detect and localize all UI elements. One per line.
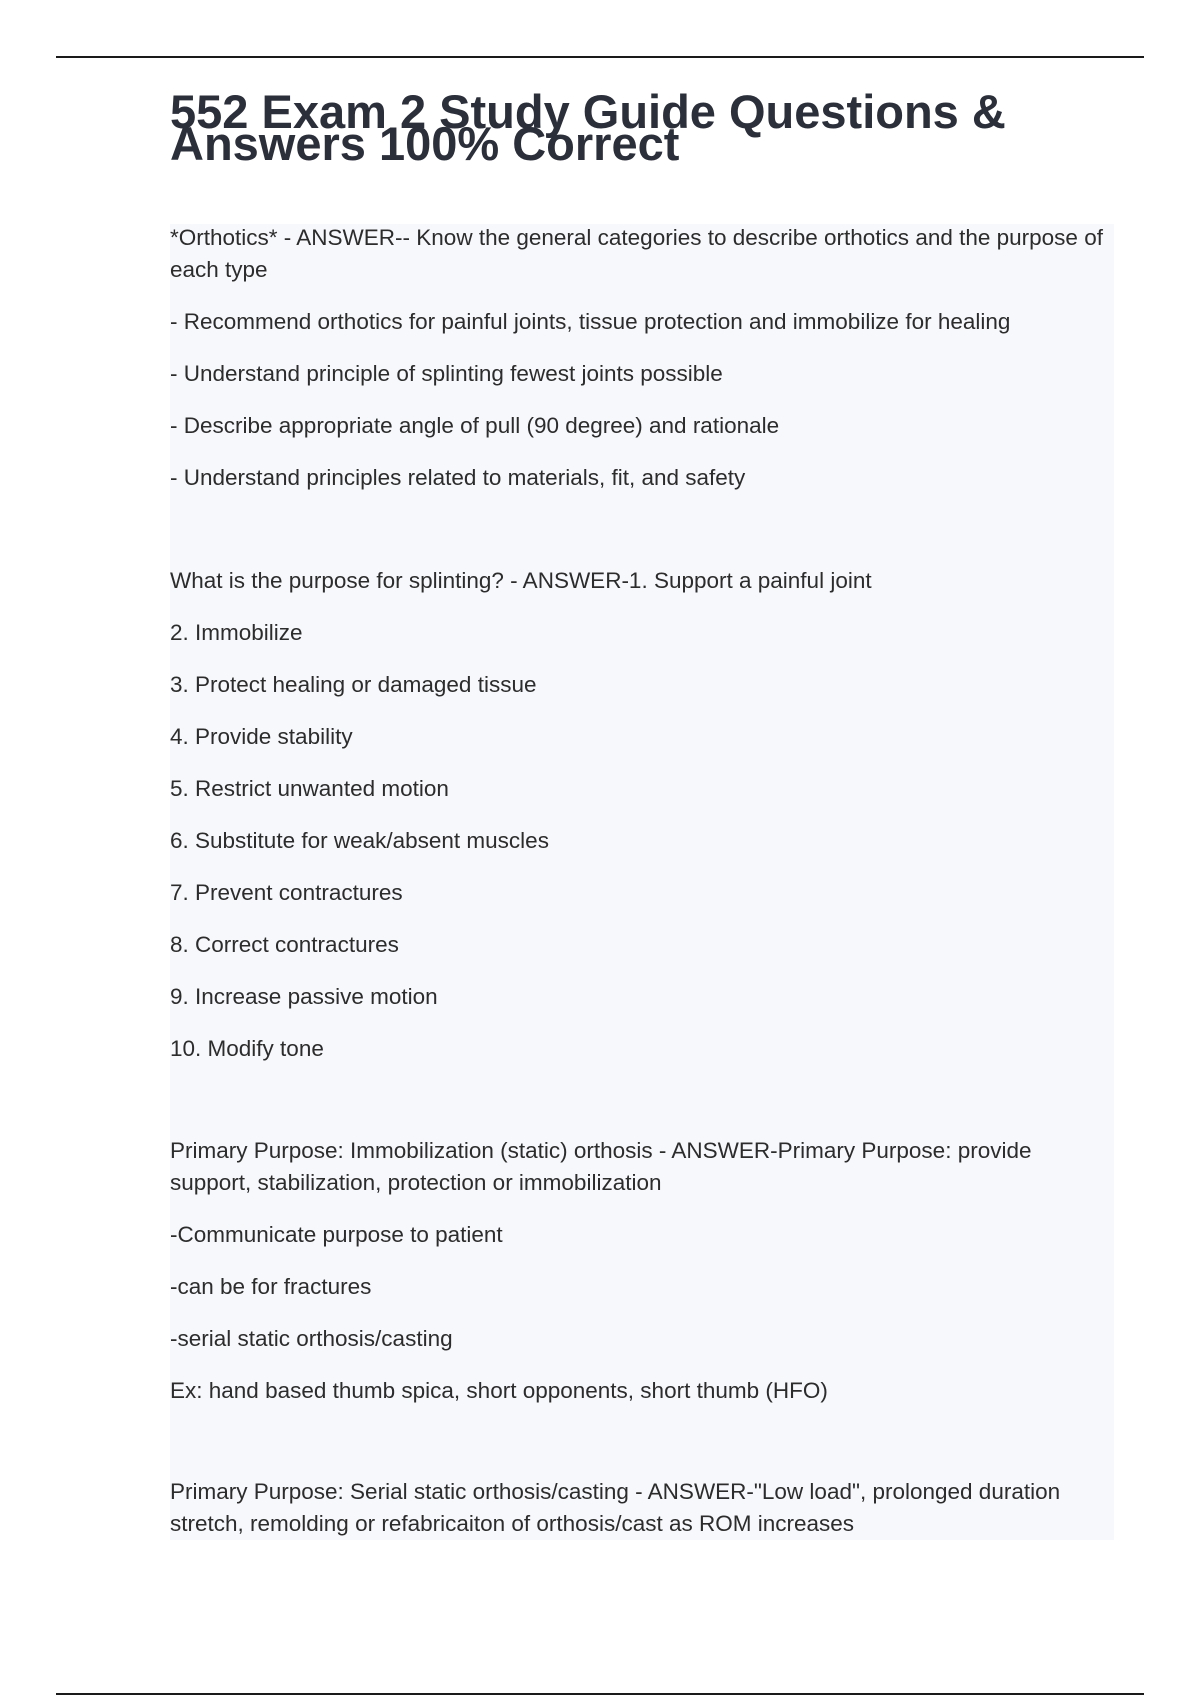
footer-rule [56, 1693, 1144, 1695]
qa-answer-line: 5. Restrict unwanted motion [170, 776, 449, 801]
qa-question-line: What is the purpose for splinting? - ANSWER-1. Support a painful joint [170, 568, 872, 593]
document-title: 552 Exam 2 Study Guide Questions & Answers 100% Correct [170, 85, 1006, 170]
qa-answer-line: -Communicate purpose to patient [170, 1222, 503, 1247]
qa-question-line: *Orthotics* - ANSWER-- Know the general categories to describe orthotics and the purpose of each type [170, 225, 1110, 282]
qa-answer-line: - Recommend orthotics for painful joints, tissue protection and immobilize for healing [170, 309, 1011, 334]
qa-answer-line: - Understand principle of splinting fewest joints possible [170, 361, 723, 386]
qa-block-serial-static-orthosis [170, 1476, 1110, 1540]
qa-answer-line: 4. Provide stability [170, 724, 353, 749]
qa-answer-line: -can be for fractures [170, 1274, 372, 1299]
qa-answer-line: 3. Protect healing or damaged tissue [170, 672, 537, 697]
qa-block-immobilization-orthosis [170, 1135, 1110, 1407]
qa-block-orthotics [170, 222, 1110, 494]
qa-answer-line: 10. Modify tone [170, 1036, 324, 1061]
qa-question-line: Primary Purpose: Serial static orthosis/casting - ANSWER-"Low load", prolonged duration stretch, remolding or refabricaiton of orthosis/cast as ROM increases [170, 1479, 1067, 1536]
qa-answer-line: - Describe appropriate angle of pull (90 degree) and rationale [170, 413, 780, 438]
qa-block-splinting-purpose [170, 565, 1110, 1065]
qa-answer-line: Ex: hand based thumb spica, short opponents, short thumb (HFO) [170, 1378, 828, 1403]
qa-answer-line: - Understand principles related to materials, fit, and safety [170, 465, 746, 490]
header-rule [56, 56, 1144, 58]
qa-answer-line: 6. Substitute for weak/absent muscles [170, 828, 549, 853]
qa-answer-line: -serial static orthosis/casting [170, 1326, 453, 1351]
qa-answer-line: 7. Prevent contractures [170, 880, 403, 905]
qa-answer-line: 9. Increase passive motion [170, 984, 438, 1009]
qa-question-line: Primary Purpose: Immobilization (static) orthosis - ANSWER-Primary Purpose: provide support, stabilization, protection or immobilization [170, 1138, 1038, 1195]
qa-answer-line: 2. Immobilize [170, 620, 303, 645]
qa-answer-line: 8. Correct contractures [170, 932, 399, 957]
